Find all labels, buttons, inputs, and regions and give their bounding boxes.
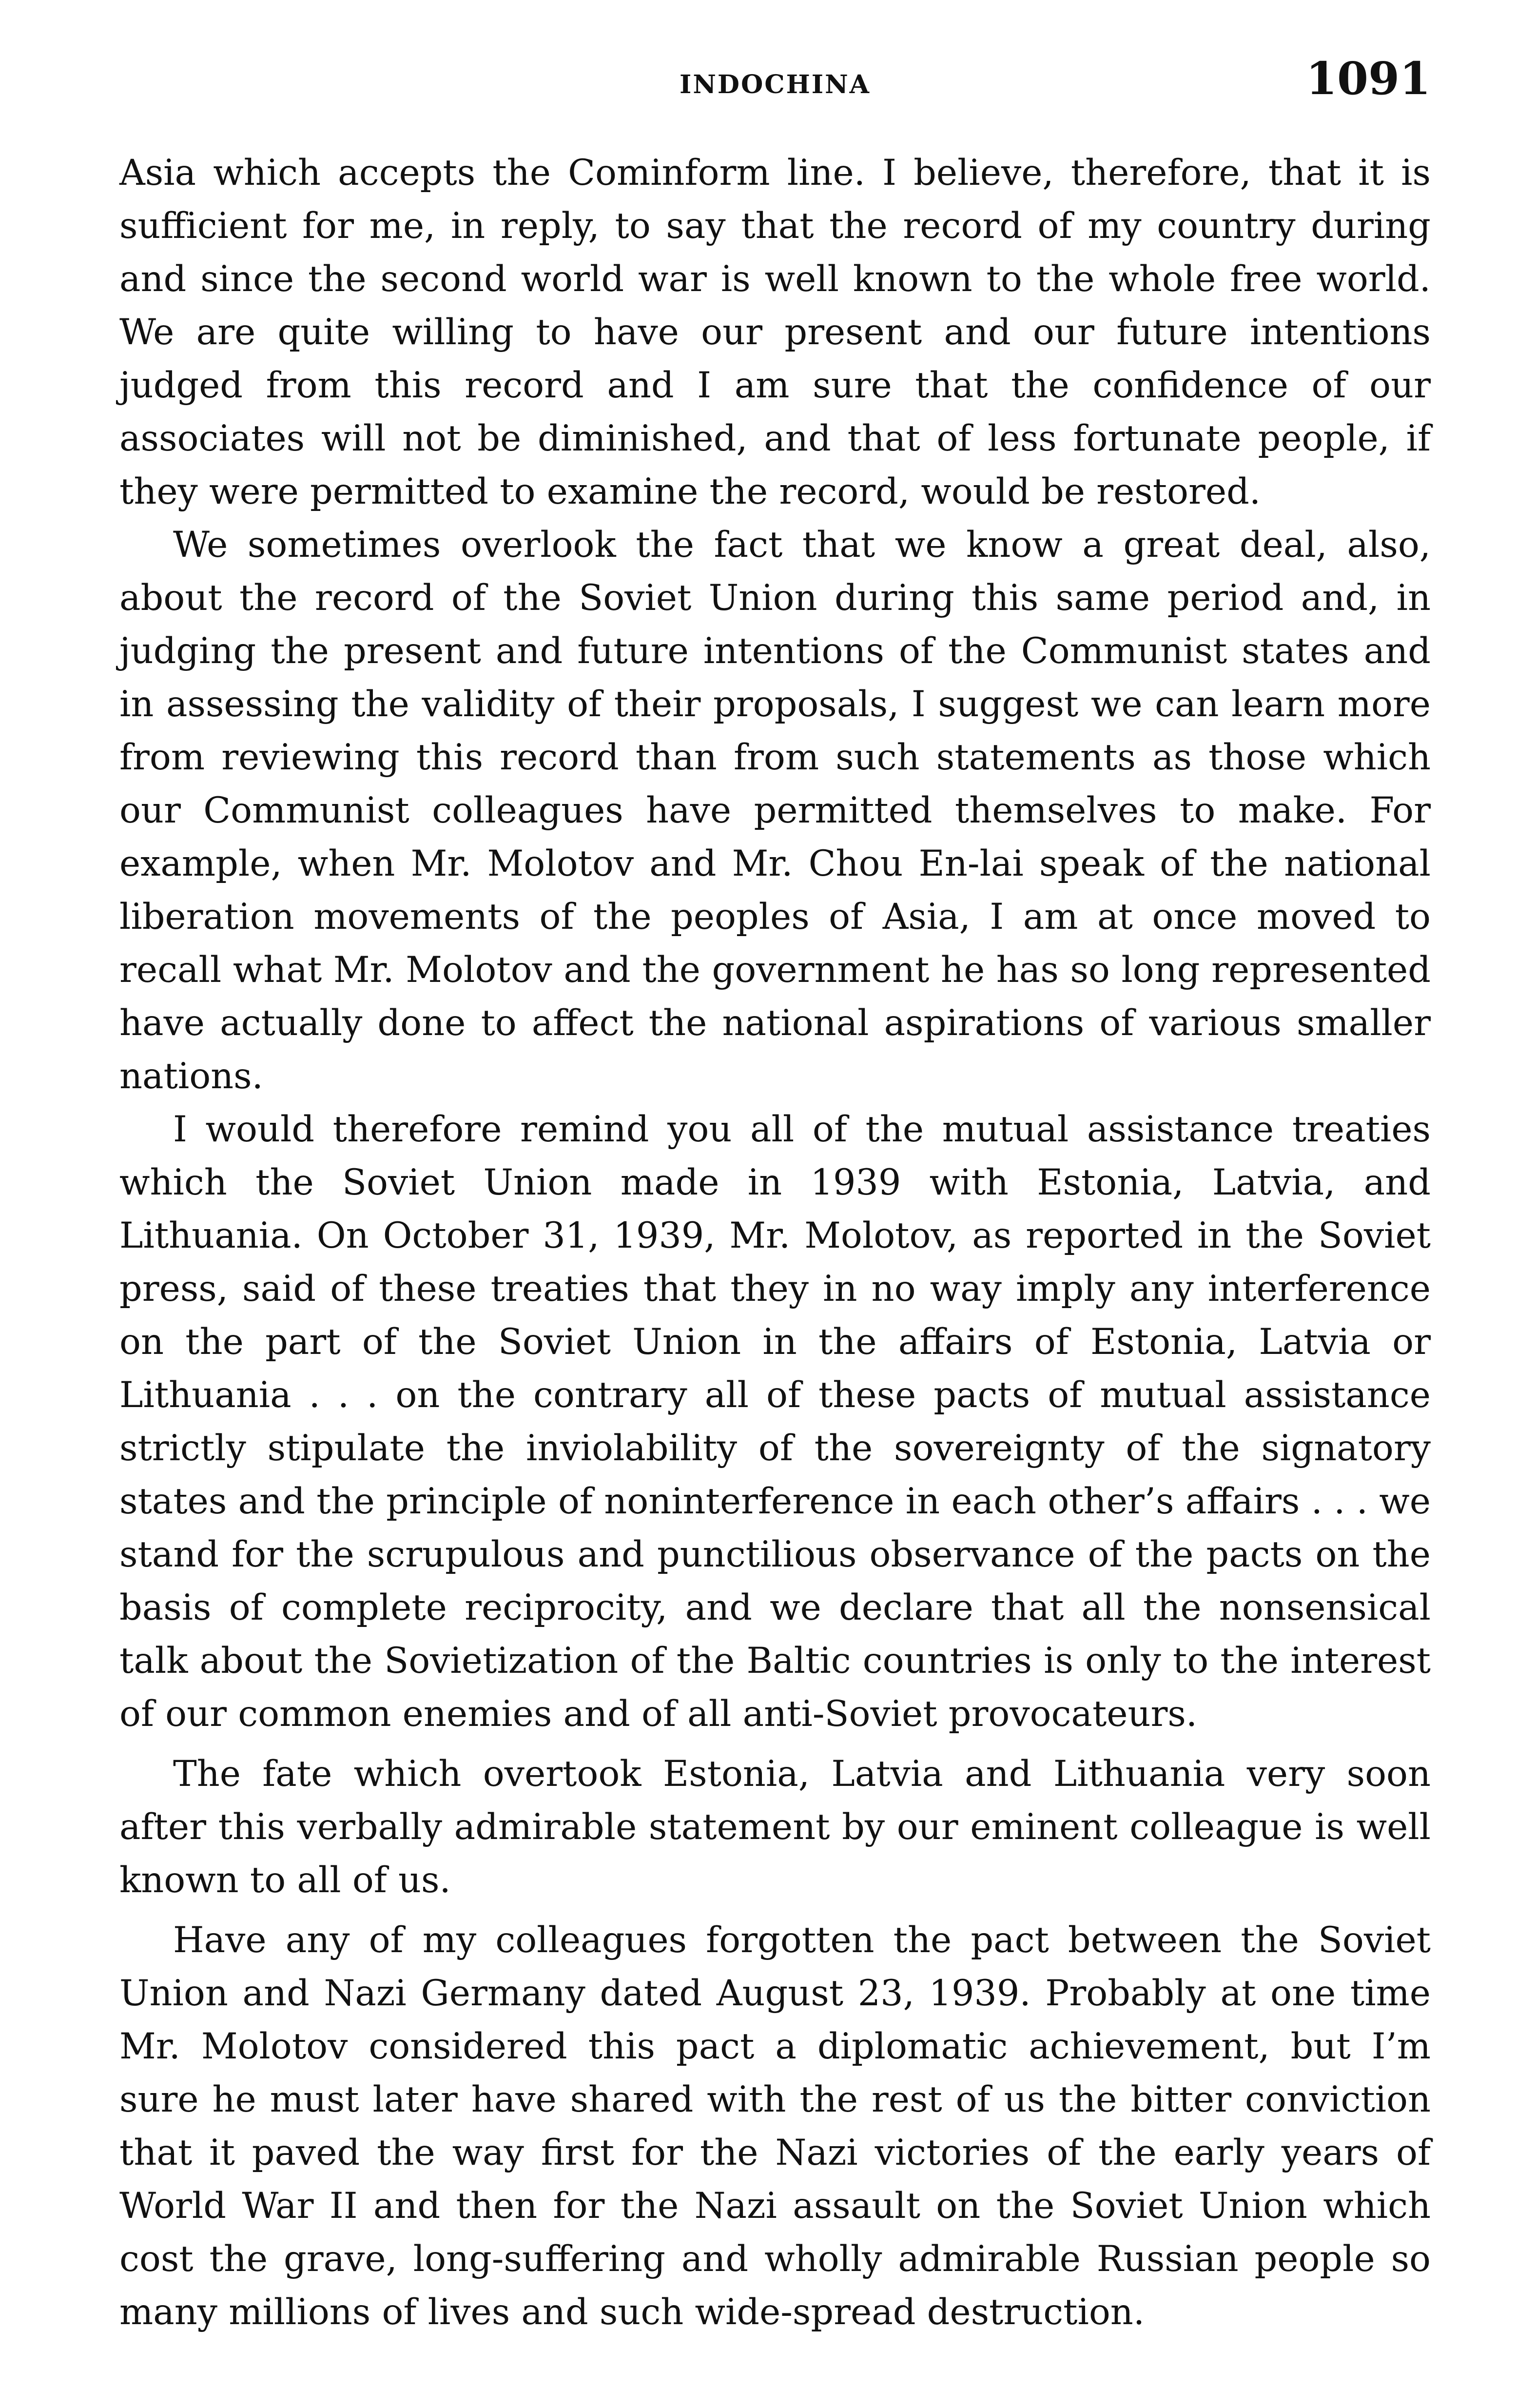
paragraph-nazi-pact: Have any of my colleagues forgotten the pact between the Soviet Union and Nazi Germany dated August 23, 1939. Probably at one time Mr. Molotov considered this pact a diplomatic achievement, but I’m sure he must later have shared with the rest of us the bitter conviction that it paved the way first for the Nazi victories of the early years of World War II and then for the Nazi assault on the Soviet Union which cost the grave, long-suffering and wholly admirable Russian people so many millions of lives and such wide-spread destruction. [119,1919,1431,2333]
running-title: INDOCHINA [680,70,871,99]
paragraph-soviet-record: We sometimes overlook the fact that we know a great deal, also, about the record of the Soviet Union during this same period and, in judging the present and future intentions of the Communist states and in assessing the validity of their proposals, I suggest we can learn more from reviewing this record than from such statements as those which our Communist colleagues have permitted themselves to make. For example, when Mr. Molotov and Mr. Chou En-lai speak of the national liberation movements of the peoples of Asia, I am at once moved to recall what Mr. Molotov and the government he has so long represented have actually done to affect the national aspirations of various smaller nations. [119,524,1431,1097]
page-number: 1091 [1305,52,1431,105]
running-head [119,52,1431,129]
paragraph-baltic-fate: The fate which overtook Estonia, Latvia and Lithuania very soon after this verbally admirable statement by our eminent colleague is well known to all of us. [119,1753,1431,1901]
paragraph-baltic-treaties: I would therefore remind you all of the mutual assistance treaties which the Soviet Union made in 1939 with Estonia, Latvia, and Lithuania. On October 31, 1939, Mr. Molotov, as reported in the Soviet press, said of these treaties that they in no way imply any interference on the part of the Soviet Union in the affairs of Estonia, Latvia or Lithuania . . . on the contrary all of these pacts of mutual assistance strictly stipulate the inviolability of the sovereignty of the signatory states and the principle of noninterference in each other’s affairs . . . we stand for the scrupulous and punctilious observance of the pacts on the basis of complete reciprocity, and we declare that all the nonsensical talk about the Sovietization of the Baltic countries is only to the interest of our common enemies and of all anti-Soviet provocateurs. [119,1109,1431,1735]
body-text [119,146,1431,2339]
paragraph-continued: Asia which accepts the Cominform line. I believe, therefore, that it is sufficient for me, in reply, to say that the record of my country during and since the second world war is well known to the whole free world. We are quite willing to have our present and our future intentions judged from this record and I am sure that the confidence of our associates will not be diminished, and that of less fortunate people, if they were permitted to examine the record, would be restored. [119,152,1431,512]
